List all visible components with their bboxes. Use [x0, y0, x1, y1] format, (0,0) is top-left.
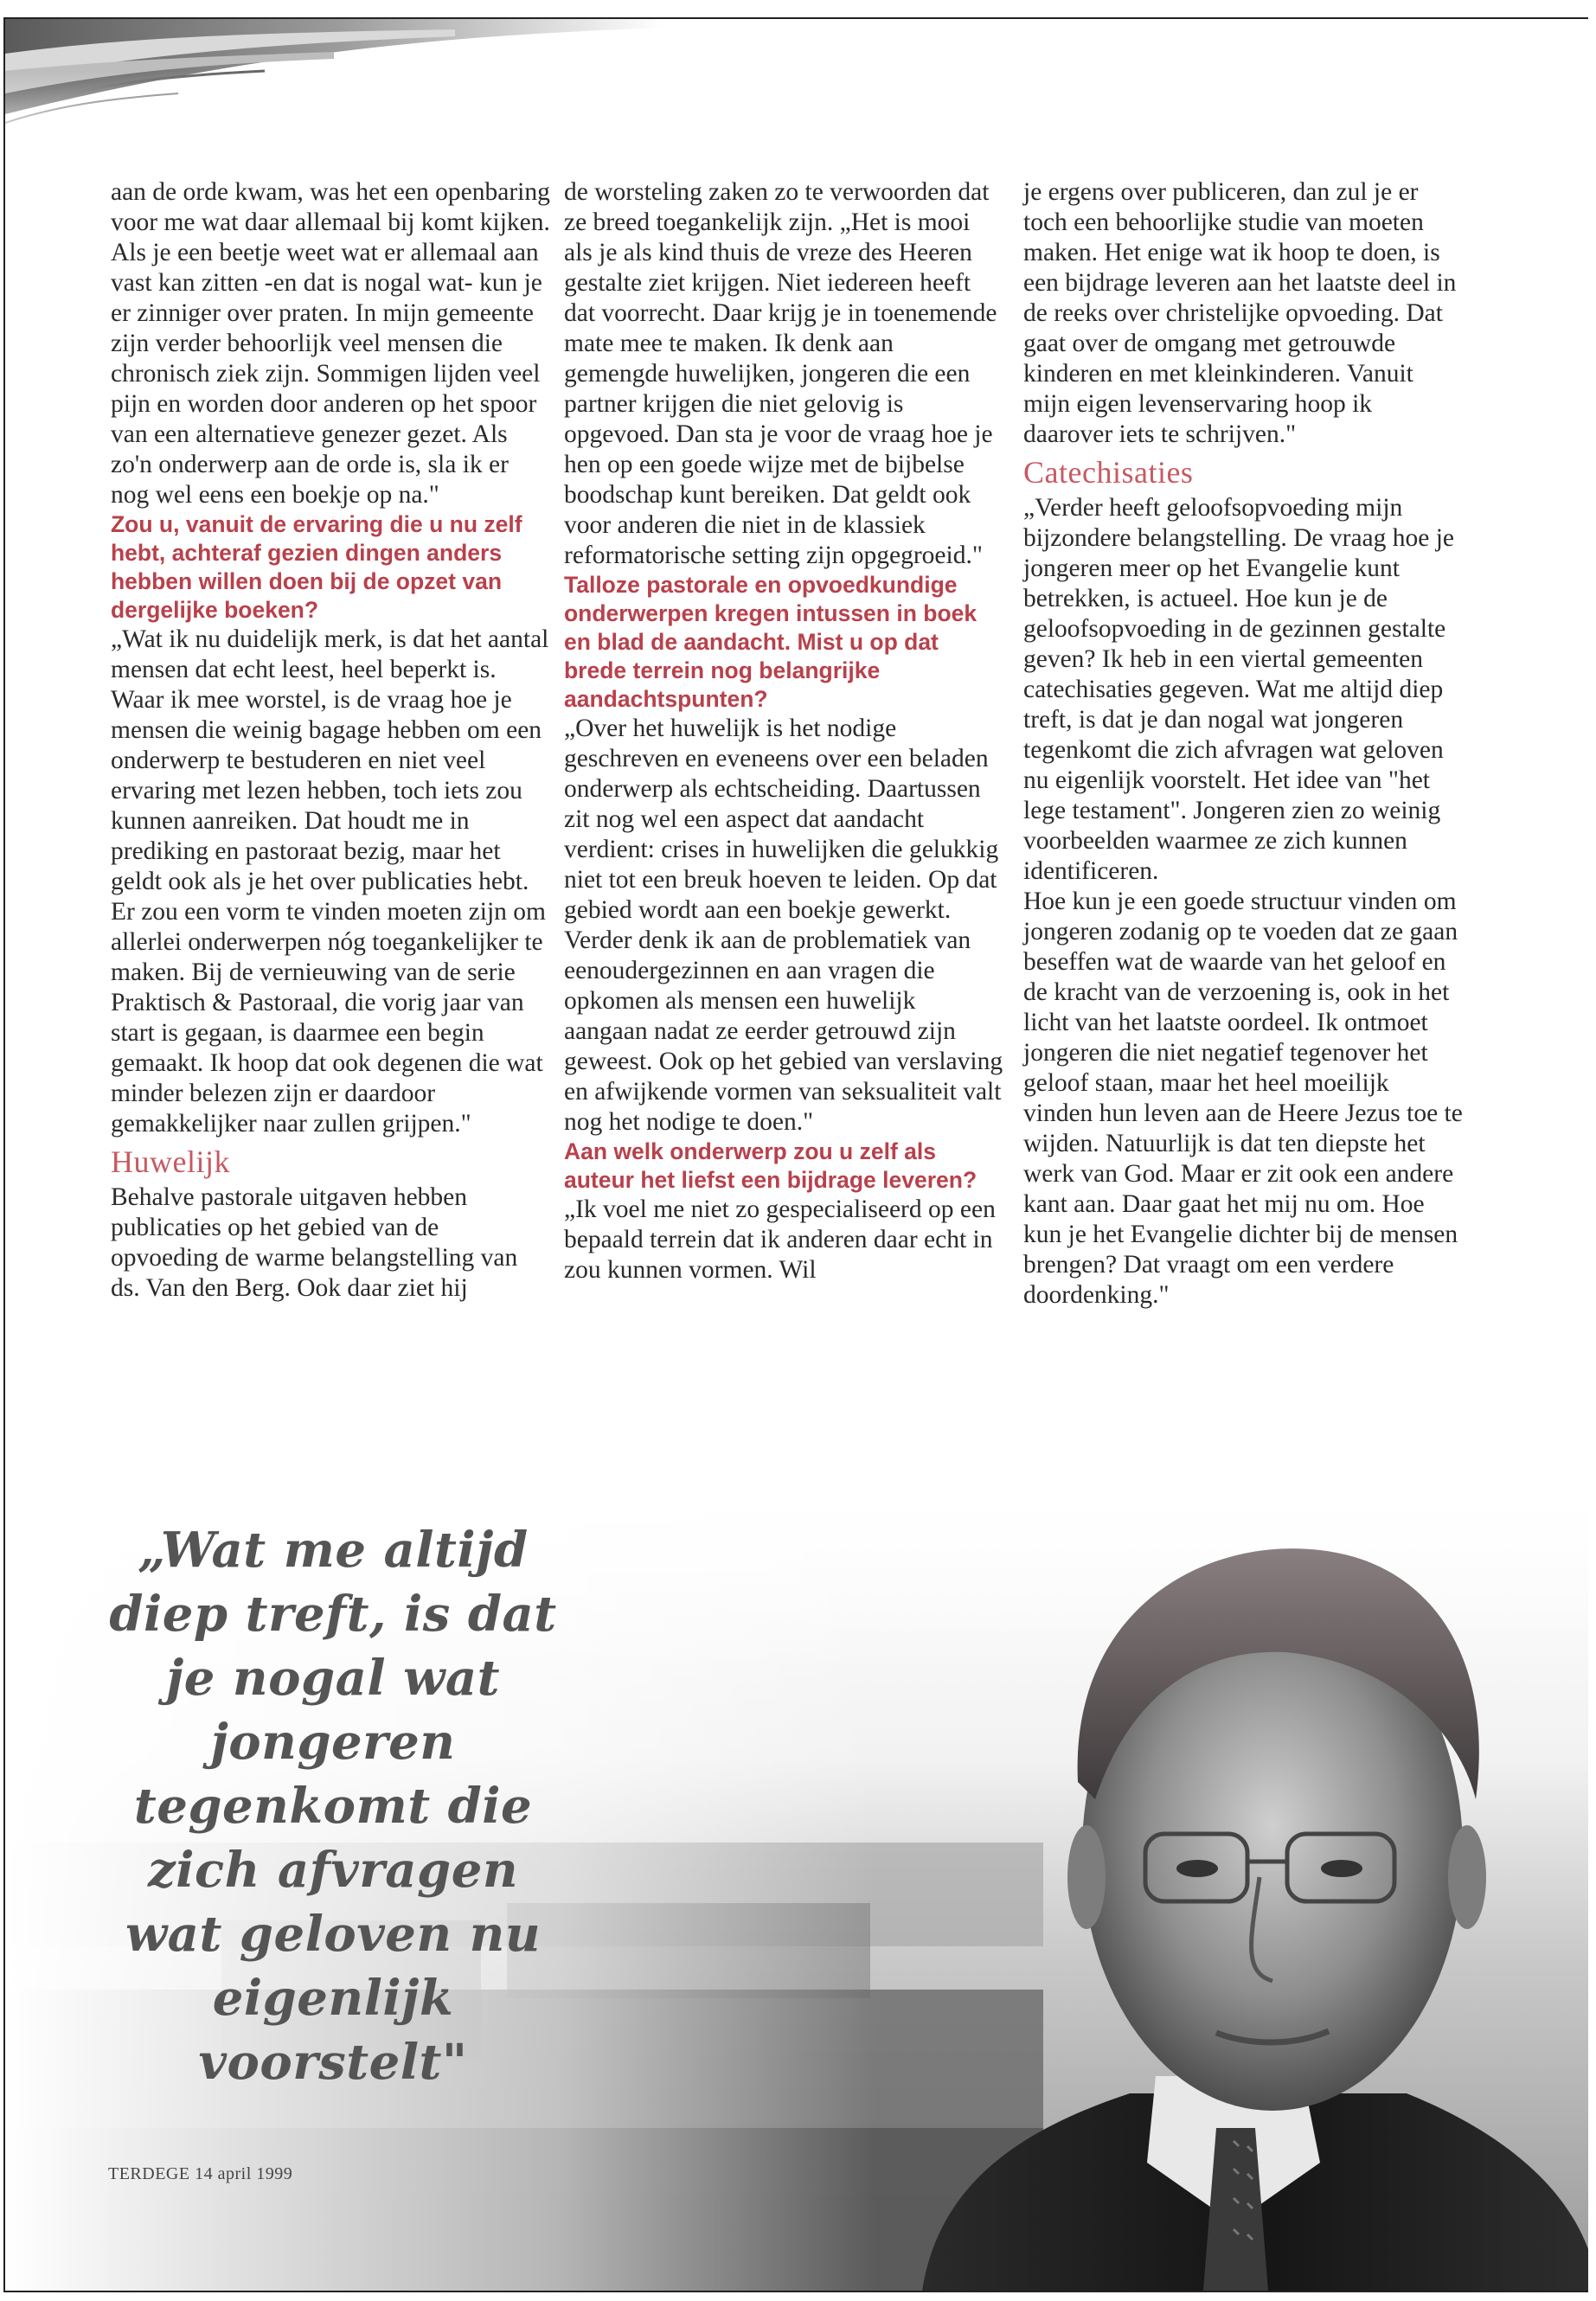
pull-quote-line: diep treft, is dat [109, 1586, 557, 1643]
pull-quote-line: jongeren [210, 1714, 456, 1771]
paragraph: „Ik voel me niet zo gespecialiseerd op een bepaald terrein dat ik anderen daar echt in zou kunnen vormen. Wil [564, 1195, 996, 1284]
paragraph: Behalve pastorale uitgaven hebben publicaties op het gebied van de opvoeding de warme belangstelling van ds. Van den Berg. Ook daar ziet hij [111, 1183, 518, 1302]
pull-quote-line: tegenkomt die [133, 1778, 533, 1835]
page-footer: TERDEGE 14 april 1999 [108, 2164, 293, 2183]
interview-question: Talloze pastorale en opvoedkundige onderwerpen kregen intussen in boek en blad de aandacht. Mist u op dat brede terrein nog belangrijke aandachtspunten? [564, 572, 977, 712]
paragraph: „Wat ik nu duidelijk merk, is dat het aantal mensen dat echt leest, heel beperkt is. Waar ik mee worstel, is de vraag hoe je mensen die weinig bagage hebben om een onderwerp te bestuderen en niet veel ervaring met lezen hebben, toch iets zou kunnen aanreiken. Dat houdt me in prediking en pastoraat bezig, maar het geldt ook als je het over publicaties hebt. Er zou een vorm te vinden moeten zijn om allerlei onderwerpen nóg toegankelijker te maken. Bij de vernieuwing van de serie Praktisch & Pastoraal, die vorig jaar van start is gegaan, is daarmee een begin gemaakt. Ik hoop dat ook degenen die wat minder belezen zijn er daardoor gemakkelijker naar zullen grijpen." [111, 625, 549, 1138]
paragraph: „Verder heeft geloofsopvoeding mijn bijzondere belangstelling. De vraag hoe je jongeren meer op het Evangelie kunt betrekken, is actueel. Hoe kun je de geloofsopvoeding in de gezinnen gestalte geven? Ik heb in een viertal gemeenten catechisaties gegeven. Wat me altijd diep treft, is dat je dan nogal wat jongeren tegenkomt die zich afvragen wat geloven nu eigenlijk voorstelt. Het idee van "het lege testament". Jongeren zien zo weinig voorbeelden waarmee ze zich kunnen identificeren. [1023, 494, 1455, 885]
paragraph: Hoe kun je een goede structuur vinden om jongeren zodanig op te voeden dat ze gaan beseffen wat de waarde van het geloof en de kracht van de verzoening is, ook in het licht van het laatste oordeel. Ik ontmoet jongeren die niet negatief tegenover het geloof staan, maar het heel moeilijk vinden hun leven aan de Heere Jezus toe te wijden. Natuurlijk is dat ten diepste het werk van God. Maar er zit ook een andere kant aan. Daar gaat het mij nu om. Hoe kun je het Evangelie dichter bij de mensen brengen? Dat vraagt om een verdere doordenking." [1023, 888, 1463, 1309]
paragraph: de worsteling zaken zo te verwoorden dat ze breed toegankelijk zijn. „Het is mooi als je als kind thuis de vreze des Heeren gestalte ziet krijgen. Niet iedereen heeft dat voorrecht. Daar krijg je in toenemende mate mee te maken. Ik denk aan gemengde huwelijken, jongeren die een partner krijgen die niet gelovig is opgevoed. Dan sta je voor de vraag hoe je hen op een goede wijze met de bijbelse boodschap kunt bereiken. Dat geldt ook voor anderen die niet in de klassiek reformatorische setting zijn opgegroeid." [564, 178, 997, 569]
column-1 [111, 177, 550, 1304]
section-heading-catechisaties: Catechisaties [1023, 455, 1194, 490]
pull-quote-line: wat geloven nu [125, 1906, 542, 1963]
section-heading-huwelijk: Huwelijk [111, 1144, 230, 1179]
pull-quote-line: je nogal wat [165, 1650, 501, 1707]
interview-question: Aan welk onderwerp zou u zelf als auteur het liefst een bijdrage leveren? [564, 1138, 977, 1193]
paragraph: „Over het huwelijk is het nodige geschreven en eveneens over een beladen onderwerp als echtscheiding. Daartussen zit nog wel een aspect dat aandacht verdient: crises in huwelijken die gelukkig niet tot een breuk hoeven te leiden. Op dat gebied wordt aan een boekje gewerkt. Verder denk ik aan de problematiek van eenoudergezinnen en aan vragen die opkomen als mensen een huwelijk aangaan nadat ze eerder getrouwd zijn geweest. Ook op het gebied van verslaving en afwijkende vormen van seksualiteit valt nog het nodige te doen." [564, 715, 1003, 1136]
interview-question: Zou u, vanuit de ervaring die u nu zelf hebt, achteraf gezien dingen anders hebben willen doen bij de opzet van dergelijke boeken? [111, 511, 522, 623]
paragraph: aan de orde kwam, was het een openbaring voor me wat daar allemaal bij komt kijken. Als je een beetje weet wat er allemaal aan vast kan zitten -en dat is nogal wat- kun je er zinniger over praten. In mijn gemeente zijn verder behoorlijk veel mensen die chronisch ziek zijn. Sommigen lijden veel pijn en worden door anderen op het spoor van een alternatieve genezer gezet. Als zo'n onderwerp aan de orde is, sla ik er nog wel eens een boekje op na." [111, 178, 550, 509]
pull-quote-line: voorstelt" [198, 2034, 468, 2091]
pull-quote-line: „Wat me altijd [138, 1522, 529, 1579]
article-body [0, 177, 1596, 1440]
pull-quote-line: eigenlijk [212, 1970, 454, 2027]
column-2 [564, 177, 1003, 1285]
pull-quote-line: zich afvragen [147, 1842, 519, 1899]
column-3 [1023, 177, 1463, 1311]
paragraph: je ergens over publiceren, dan zul je er toch een behoorlijke studie van moeten maken. Het enige wat ik hoop te doen, is een bijdrage leveren aan het laatste deel in de reeks over christelijke opvoeding. Dat gaat over de omgang met getrouwde kinderen en met kleinkinderen. Vanuit mijn eigen levenservaring hoop ik daarover iets te schrijven." [1023, 178, 1457, 448]
corner-book-photo [5, 19, 663, 157]
pull-quote [87, 1518, 580, 2094]
